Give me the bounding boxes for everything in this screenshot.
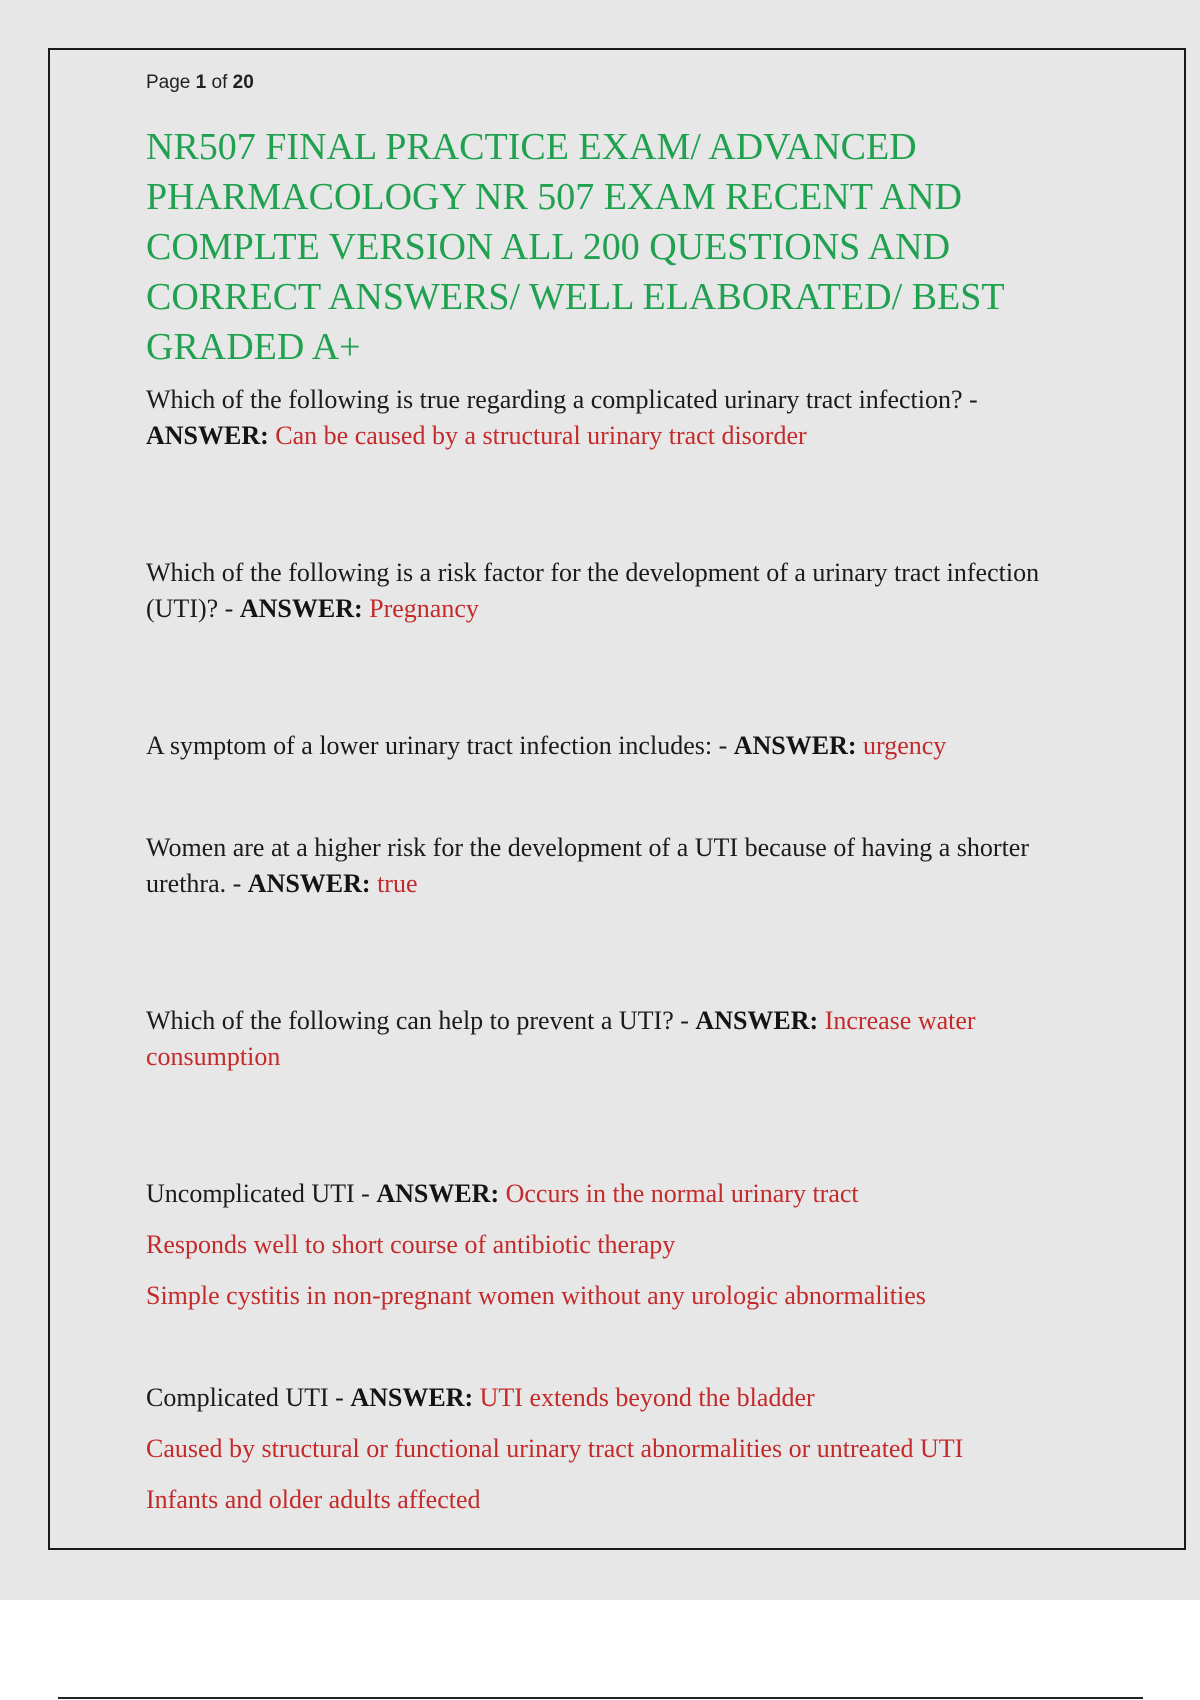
question-text: Complicated UTI - (146, 1383, 351, 1412)
answer-text: UTI extends beyond the bladder (479, 1383, 815, 1412)
answer-label: ANSWER: (695, 1006, 819, 1035)
question-text: Which of the following can help to prevent a UTI? - (146, 1006, 696, 1035)
answer-label: ANSWER: (350, 1383, 474, 1412)
question-text: Which of the following is true regarding a complicated urinary tract infection? - (146, 385, 978, 414)
answer-text: urgency (863, 731, 947, 760)
qa-item-3 (146, 728, 1086, 764)
page-prefix: Page (146, 72, 196, 93)
current-page: 1 (195, 72, 207, 93)
answer-continuation: Responds well to short course of antibiotic therapy (146, 1230, 676, 1259)
answer-text: Can be caused by a structural urinary tract disorder (275, 421, 807, 450)
qa-item-2 (146, 555, 1086, 627)
answer-label: ANSWER: (733, 731, 857, 760)
bottom-divider (58, 1697, 1143, 1699)
qa-item-7 (146, 1380, 1086, 1416)
answer-text: Increase water consumption (146, 1006, 976, 1071)
question-text: Women are at a higher risk for the development of a UTI because of having a shorter urethra. - (146, 833, 1030, 898)
qa-item-5 (146, 1003, 1086, 1075)
answer-label: ANSWER: (376, 1179, 500, 1208)
qa-item-1 (146, 382, 1086, 454)
answer-continuation: Caused by structural or functional urinary tract abnormalities or untreated UTI (146, 1434, 964, 1463)
answer-label: ANSWER: (247, 869, 371, 898)
qa-item-4 (146, 830, 1086, 902)
question-text: Uncomplicated UTI - (146, 1179, 377, 1208)
answer-continuation: Simple cystitis in non-pregnant women without any urologic abnormalities (146, 1281, 926, 1310)
qa-item-6 (146, 1176, 1086, 1212)
question-text: A symptom of a lower urinary tract infection includes: - (146, 731, 734, 760)
answer-label: ANSWER: (146, 421, 269, 450)
answer-label: ANSWER: (239, 594, 363, 623)
answer-text: true (377, 869, 418, 898)
question-text: Which of the following is a risk factor for the development of a urinary tract infection (UTI)? - (146, 558, 1040, 623)
answer-text: Occurs in the normal urinary tract (505, 1179, 859, 1208)
document-title: NR507 FINAL PRACTICE EXAM/ ADVANCED PHARMACOLOGY NR 507 EXAM RECENT AND COMPLTE VERSION ALL 200 QUESTIONS AND CORRECT ANSWERS/ WELL ELABORATED/ BEST GRADED A+ (146, 126, 1004, 368)
document-content (146, 72, 1086, 1518)
page-of: of (206, 72, 233, 93)
total-pages: 20 (232, 72, 254, 93)
answer-text: Pregnancy (369, 594, 479, 623)
page-number (146, 72, 1086, 94)
answer-continuation: Infants and older adults affected (146, 1485, 481, 1514)
